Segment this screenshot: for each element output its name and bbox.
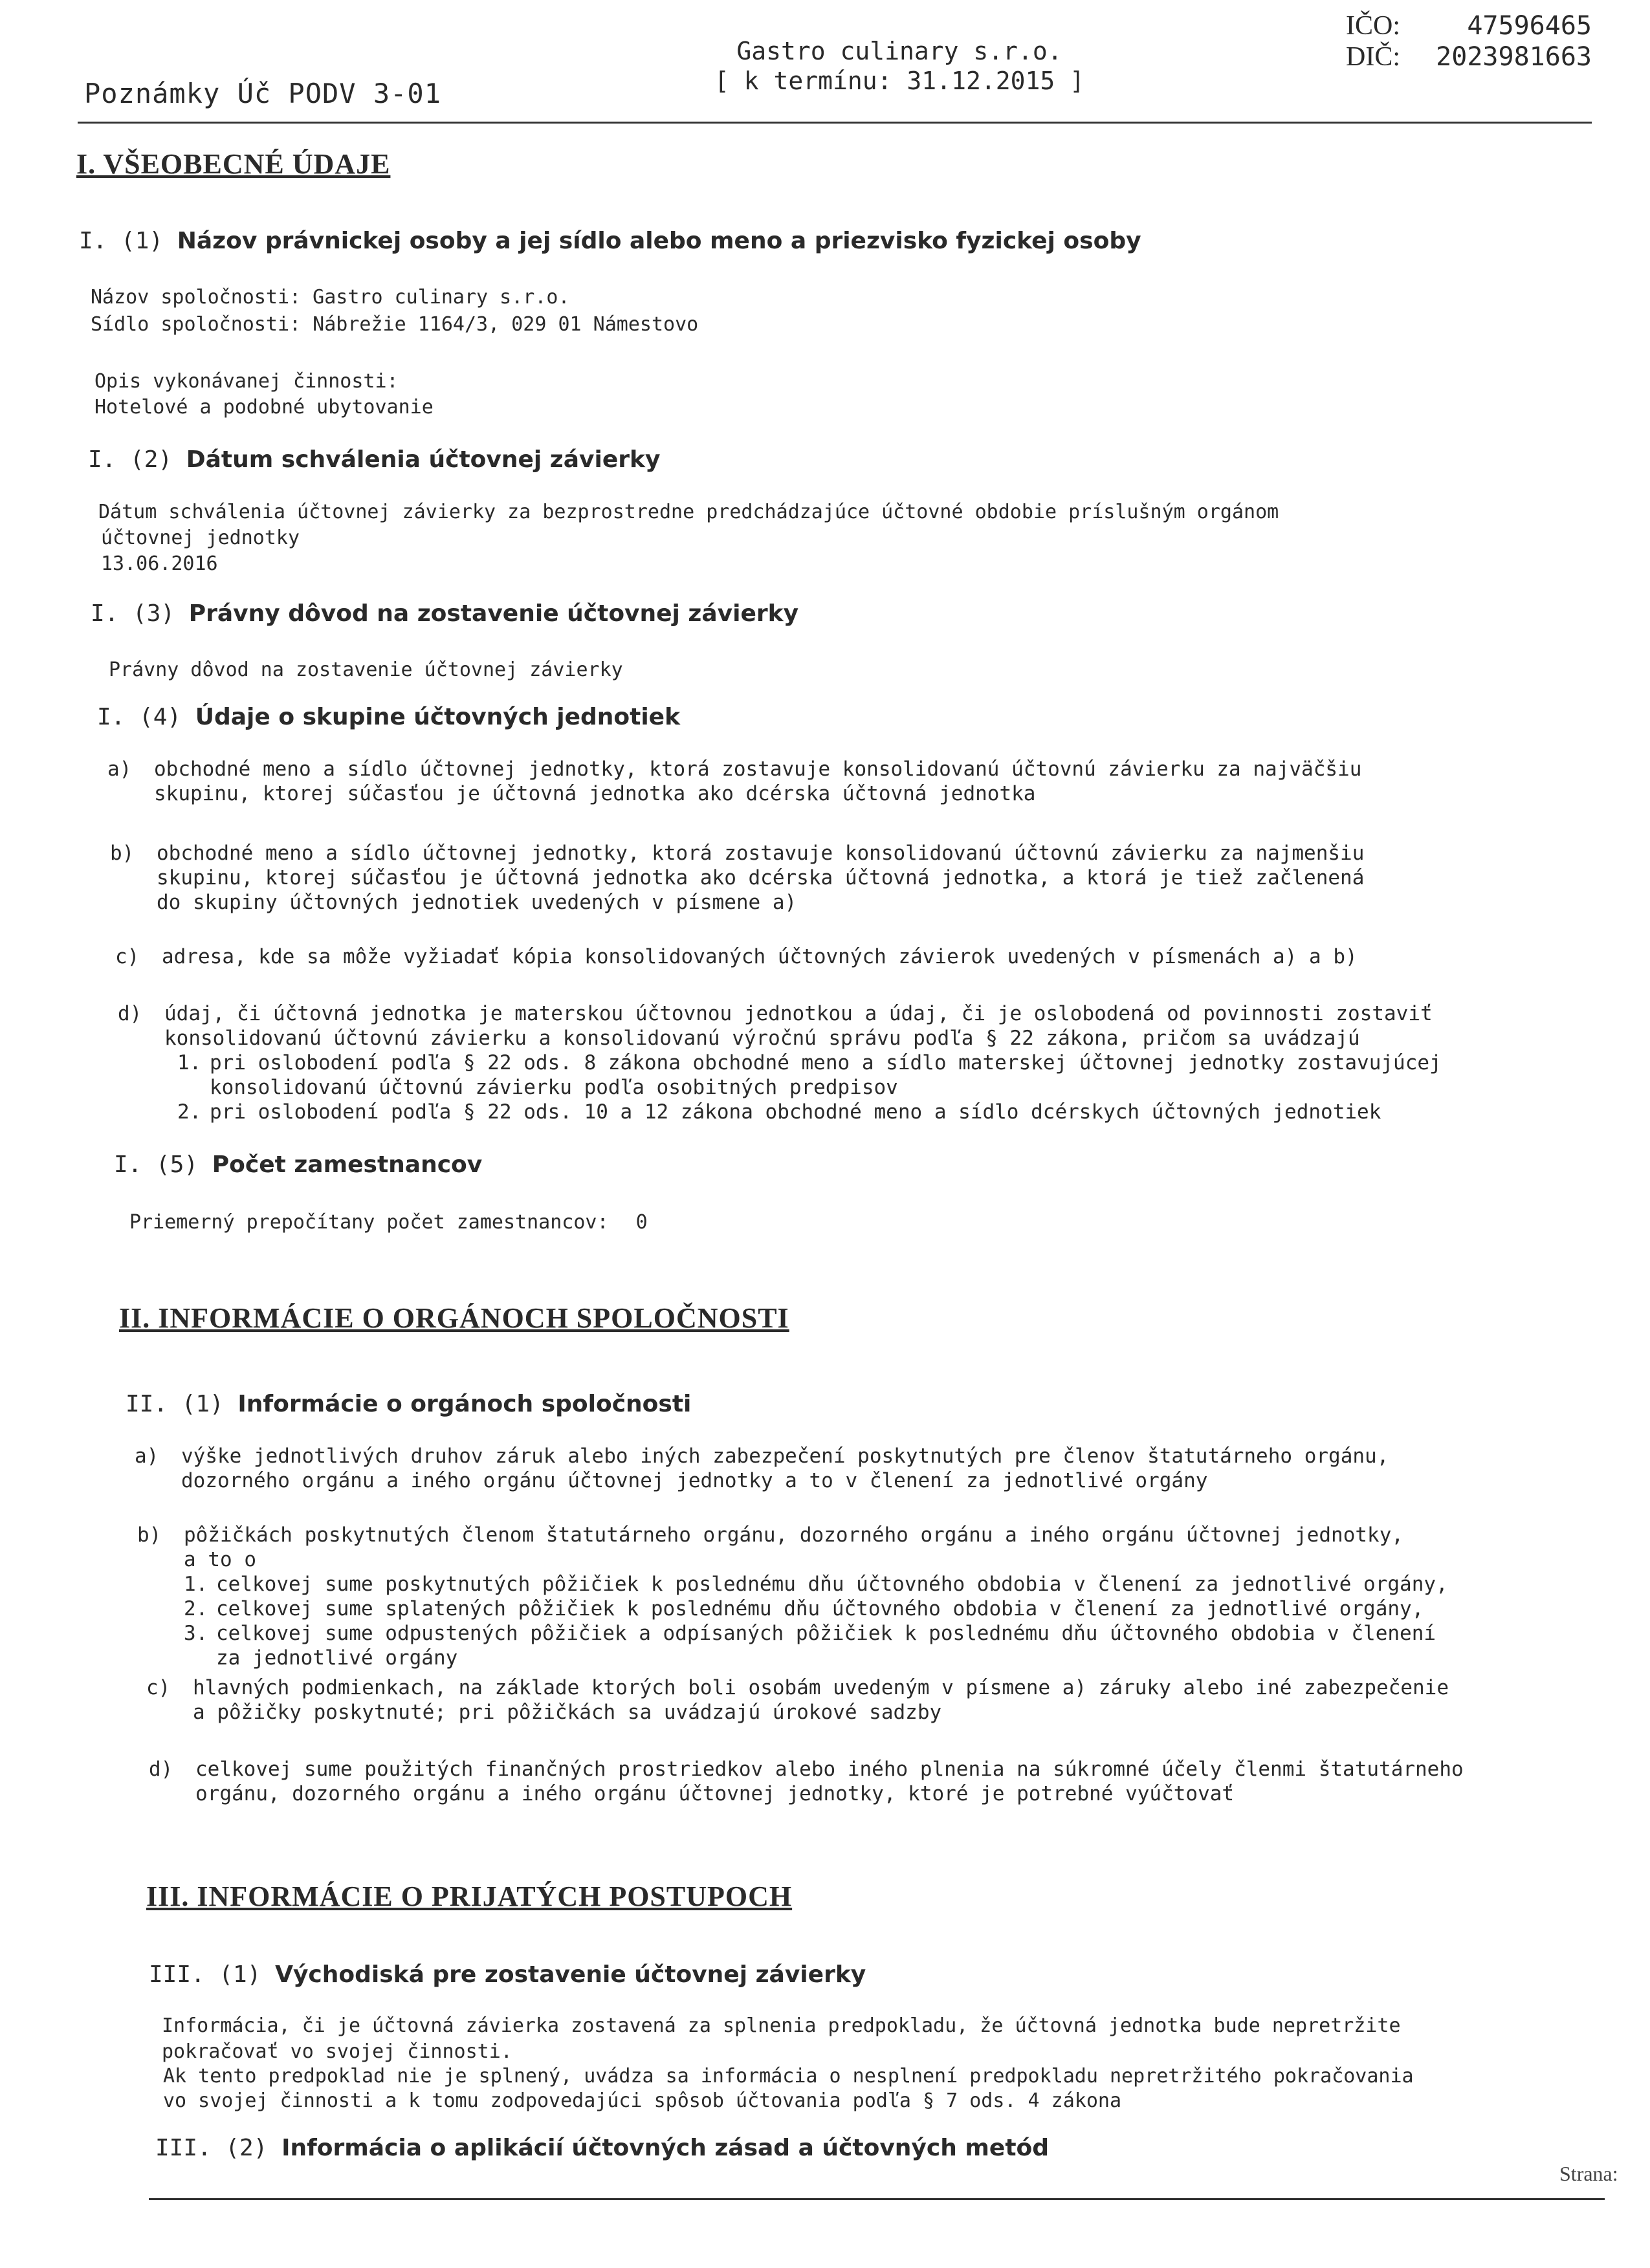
item-text-cont: skupinu, ktorej súčasťou je účtovná jednotka ako dcérska účtovná jednotka — [154, 782, 1036, 805]
employee-count-line — [129, 1210, 648, 1236]
subsection-heading — [97, 704, 680, 730]
item-marker: b) — [137, 1523, 162, 1547]
item-marker: c) — [115, 945, 140, 968]
footer-divider — [149, 2198, 1605, 2200]
sub-item-number: 3. — [184, 1622, 208, 1645]
list-item — [137, 1523, 1448, 1670]
paragraph-line: Informácia, či je účtovná závierka zostavená za splnenia predpokladu, že účtovná jednotka bude nepretržite — [162, 2014, 1401, 2037]
list-item — [135, 1444, 1389, 1493]
sub-item-number: 2. — [177, 1100, 202, 1124]
subsection-heading — [91, 600, 798, 627]
sub-item-number: 1. — [177, 1051, 202, 1074]
sub-item-text: celkovej sume odpustených pôžičiek a odpísaných pôžičiek k poslednému dňu účtovného obdobia v členení — [216, 1622, 1436, 1645]
subsection-number: III. (1) — [149, 1961, 261, 1988]
item-text: výške jednotlivých druhov záruk alebo iných zabezpečení poskytnutých pre členov štatutárneho orgánu, — [181, 1445, 1389, 1468]
section-title-bodies: II. INFORMÁCIE O ORGÁNOCH SPOLOČNOSTI — [119, 1302, 789, 1334]
sub-item-text: celkovej sume poskytnutých pôžičiek k poslednému dňu účtovného obdobia v členení za jednotlivé orgány, — [216, 1573, 1448, 1596]
subsection-title: Východiská pre zostavenie účtovnej závierky — [275, 1961, 866, 1988]
subsection-title: Dátum schválenia účtovnej závierky — [186, 446, 661, 473]
list-item — [149, 1757, 1464, 1806]
subsection-number: I. (5) — [114, 1151, 199, 1178]
item-text: celkovej sume použitých finančných prostriedkov alebo iného plnenia na súkromné účely členmi štatutárneho — [195, 1758, 1464, 1781]
ico-label: IČO: — [1346, 11, 1400, 41]
subsection-number: II. (1) — [126, 1391, 224, 1417]
item-marker: c) — [146, 1676, 171, 1699]
list-item — [110, 841, 1364, 915]
subsection-heading — [126, 1391, 691, 1417]
list-item — [115, 944, 1358, 969]
item-text-cont: dozorného orgánu a iného orgánu účtovnej jednotky a to v členení za jednotlivé orgány — [181, 1469, 1208, 1492]
sub-item-number: 2. — [184, 1597, 208, 1620]
header-center — [699, 36, 1100, 96]
subsection-heading — [88, 446, 660, 473]
subsection-heading — [114, 1151, 482, 1178]
subsection-number: I. (4) — [97, 704, 182, 730]
item-marker: d) — [149, 1758, 173, 1781]
subsection-title: Právny dôvod na zostavenie účtovnej závierky — [188, 600, 799, 627]
subsection-number: I. (2) — [88, 446, 173, 473]
subsection-number: I. (1) — [79, 228, 164, 254]
subsection-number: III. (2) — [155, 2135, 268, 2161]
item-text-cont: a pôžičky poskytnuté; pri pôžičkách sa uvádzajú úrokové sadzby — [193, 1701, 942, 1724]
item-text-cont: konsolidovanú účtovnú závierku a konsolidovanú výročnú správu podľa § 22 zákona, pričom sa uvádzajú — [164, 1027, 1360, 1050]
section-title-general: I. VŠEOBECNÉ ÚDAJE — [76, 148, 391, 180]
approval-text: Dátum schválenia účtovnej závierky za bezprostredne predchádzajúce účtovné obdobie príslušným orgánom — [98, 501, 1279, 523]
sub-item-text-cont: za jednotlivé orgány — [216, 1646, 458, 1670]
item-text: pôžičkách poskytnutých členom štatutárneho orgánu, dozorného orgánu a iného orgánu účtovnej jednotky, — [184, 1523, 1404, 1547]
page-label: Strana: — [1559, 2162, 1618, 2185]
item-marker: a) — [135, 1445, 159, 1468]
item-text: adresa, kde sa môže vyžiadať kópia konsolidovaných účtovných závierok uvedených v písmenách a) a b) — [162, 945, 1358, 968]
list-item — [107, 757, 1361, 806]
item-text: obchodné meno a sídlo účtovnej jednotky, ktorá zostavuje konsolidovanú účtovnú závierku za najmenšiu — [157, 842, 1365, 865]
sub-item-number: 1. — [184, 1573, 208, 1596]
paragraph-line: pokračovať vo svojej činnosti. — [162, 2040, 512, 2063]
approval-text-cont: účtovnej jednotky — [101, 527, 300, 549]
sub-item-text: pri oslobodení podľa § 22 ods. 10 a 12 zákona obchodné meno a sídlo dcérskych účtovných jednotiek — [210, 1100, 1381, 1124]
employee-count-label: Priemerný prepočítany počet zamestnancov: — [129, 1211, 609, 1234]
subsection-heading — [149, 1961, 866, 1988]
dic-label: DIČ: — [1346, 42, 1400, 72]
ico-value: 47596465 — [1467, 11, 1592, 41]
list-item — [118, 1001, 1442, 1124]
paragraph-line: Ak tento predpoklad nie je splnený, uvádza sa informácia o nesplnení predpokladu nepretržitého pokračovania — [163, 2065, 1414, 2088]
legal-reason-text: Právny dôvod na zostavenie účtovnej závierky — [109, 659, 623, 681]
subsection-title: Údaje o skupine účtovných jednotiek — [195, 704, 681, 730]
section-title-procedures: III. INFORMÁCIE O PRIJATÝCH POSTUPOCH — [146, 1881, 793, 1912]
company-ids — [1346, 10, 1592, 72]
item-text: hlavných podmienkach, na základe ktorých boli osobám uvedeným v písmene a) záruky alebo iné zabezpečenie — [193, 1676, 1449, 1699]
activity-value: Hotelové a podobné ubytovanie — [94, 396, 434, 419]
subsection-heading — [79, 228, 1141, 254]
sub-item-text-cont: konsolidovanú účtovnú závierku podľa osobitných predpisov — [210, 1076, 898, 1099]
paragraph-line: vo svojej činnosti a k tomu zodpovedajúci spôsob účtovania podľa § 7 ods. 4 zákona — [163, 2089, 1122, 2112]
company-name-line: Názov spoločnosti: Gastro culinary s.r.o. — [91, 286, 570, 309]
item-text-cont: do skupiny účtovných jednotiek uvedených v písmene a) — [157, 891, 797, 914]
item-text-cont: skupinu, ktorej súčasťou je účtovná jednotka ako dcérska účtovná jednotka, a ktorá je tiež začlenená — [157, 866, 1365, 889]
subsection-title: Názov právnickej osoby a jej sídlo alebo meno a priezvisko fyzickej osoby — [177, 228, 1141, 254]
doc-code: Poznámky Úč PODV 3-01 — [84, 78, 442, 109]
sub-item-text: pri oslobodení podľa § 22 ods. 8 zákona obchodné meno a sídlo materskej účtovnej jednotky zostavujúcej — [210, 1051, 1442, 1074]
sub-list — [137, 1572, 1448, 1670]
list-item — [146, 1675, 1449, 1725]
employee-count-value: 0 — [635, 1211, 648, 1234]
term-date: [ k termínu: 31.12.2015 ] — [714, 67, 1084, 95]
item-marker: d) — [118, 1002, 142, 1025]
sub-list — [118, 1051, 1442, 1124]
item-marker: b) — [110, 842, 135, 865]
company-seat-line: Sídlo spoločnosti: Nábrežie 1164/3, 029 01 Námestovo — [91, 313, 699, 336]
item-marker: a) — [107, 758, 132, 781]
item-text: obchodné meno a sídlo účtovnej jednotky, ktorá zostavuje konsolidovanú účtovnú závierku za najväčšiu — [154, 758, 1362, 781]
subsection-number: I. (3) — [91, 600, 175, 627]
header-divider — [78, 122, 1592, 124]
subsection-title: Informácia o aplikácií účtovných zásad a účtovných metód — [281, 2135, 1050, 2161]
approval-date: 13.06.2016 — [101, 552, 218, 575]
item-text-cont: a to o — [184, 1548, 256, 1571]
activity-label: Opis vykonávanej činnosti: — [94, 370, 399, 393]
item-text-cont: orgánu, dozorného orgánu a iného orgánu účtovnej jednotky, ktoré je potrebné vyúčtovať — [195, 1782, 1235, 1805]
dic-value: 2023981663 — [1436, 42, 1592, 72]
sub-item-text: celkovej sume splatených pôžičiek k poslednému dňu účtovného obdobia v členení za jednotlivé orgány, — [216, 1597, 1424, 1620]
subsection-heading — [155, 2135, 1049, 2161]
subsection-title: Informácie o orgánoch spoločnosti — [237, 1391, 692, 1417]
company-name: Gastro culinary s.r.o. — [736, 37, 1062, 65]
item-text: údaj, či účtovná jednotka je materskou účtovnou jednotkou a údaj, či je oslobodená od povinnosti zostaviť — [164, 1002, 1433, 1025]
subsection-title: Počet zamestnancov — [212, 1151, 483, 1178]
